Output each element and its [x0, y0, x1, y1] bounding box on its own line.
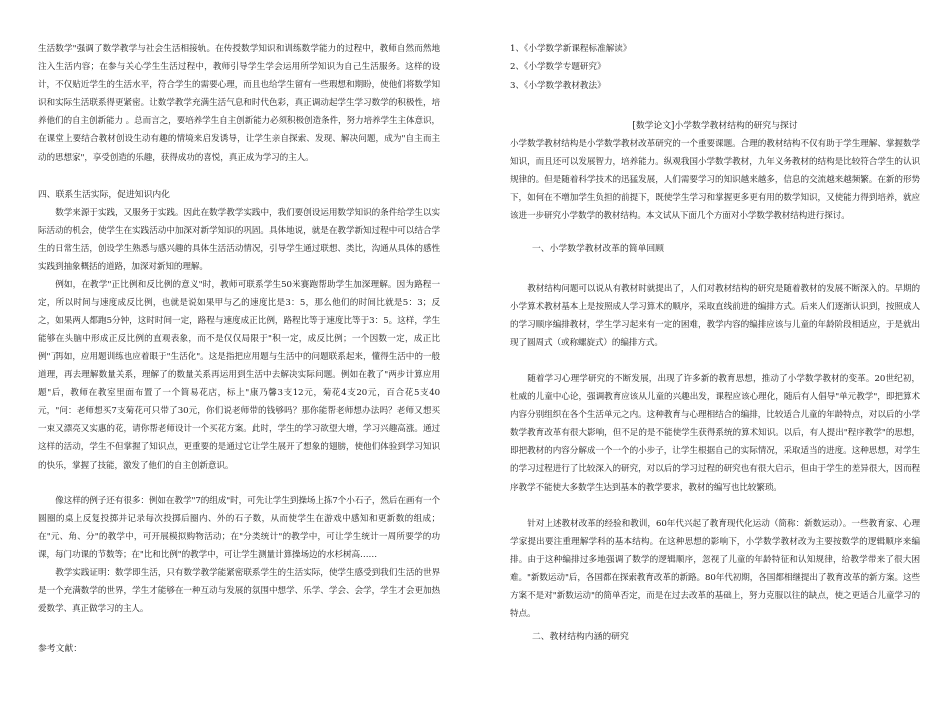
references-heading: 参考文献：: [38, 644, 82, 654]
reference-item: 3、《小学数学教材教法》: [510, 81, 606, 91]
left-paragraph-4: 再如，应用题训练也应着眼于"生活化"。这是指把应用题与生活中的问题联系起来，懂得生活中的一般道理，再去理解数量关系，理解了的数量关系再运用到生活中去解决实际问题。例如在教了"两步计算应用题"后，教师在教室里面布置了一个简易花店，标上"康乃馨3支12元，菊花4支20元，百合花5支40元，"问：老师想买7支菊花可只带了30元，你们说老师带的钱够吗？那你能帮老师想办法吗？老师又想买一束又漂亮又实惠的花，请你帮老师设计一个买花方案。此时，学生的学习欲望大增，学习兴趣高涨。通过这样的活动，学生不但掌握了知识点，更重要的是通过它让学生展开了想象的翅膀，使他们体验到学习知识的快乐，掌握了技能，激发了他们的自主创新意识。: [38, 352, 440, 471]
section-heading-4: 四、联系生活实际，促进知识内化: [38, 190, 170, 200]
right-paragraph-4: 针对上述教材改革的经验和教训，60年代兴起了教育现代化运动（简称：新数运动）。一些教育家、心理学家提出要注重理解学科的基本结构。在这种思想的影响下，小学数学教材改为主要按数学的逻辑顺序来编排。由于这种编排过多地强调了数学的逻辑顺序，忽视了儿童的年龄特征和认知规律，给教学带来了很大困难。"新数运动"后，各国都在探索教育改革的新路。80年代初期，各国都相继提出了教育改革的新方案。这些方案不是对"新数运动"的简单否定，而是在过去改革的基础上，努力克服以往的缺点，使之更适合儿童学习的特点。: [510, 519, 920, 620]
section-heading-2: 二、教材结构内涵的研究: [532, 632, 629, 642]
right-paragraph-3: 随着学习心理学研究的不断发展，出现了许多新的教育思想，推动了小学数学教材的变革。20世纪初，杜威的儿童中心论，强调教育应该从儿童的兴趣出发，课程应该心理化，随后有人倡导"单元教学"，即把算术内容分别组织在各个生活单元之内。这种教育与心理相结合的编排，比较适合儿童的年龄特点，对以后的小学数学教育改革有很大影响，但不足的是不能使学生获得系统的算术知识。以后，有人提出"程序教学"的思想，即把教材的内容分解成一个一个的小步子，让学生根据自己的实际情况，采取适当的进度。这种思想，对学生的学习过程进行了比较深入的研究，对以后的学习过程的研究也有很大启示，但由于学生的差异很大，因而程序教学不能使大多数学生达到基本的教学要求，教材的编写也比较繁琐。: [510, 374, 920, 493]
right-paragraph-2: 教材结构问题可以说从有教材时就提出了，人们对教材结构的研究是随着教材的发展不断深入的。早期的小学算术教材基本上是按照成人学习算术的顺序，采取直线前进的编排方式。后来人们逐渐认识到，按照成人的学习顺序编排教材，学生学习起来有一定的困难，教学内容的编排应该与儿童的年龄阶段相适应，于是就出现了圆周式（或称螺旋式）的编排方式。: [510, 284, 920, 349]
section-heading-1: 一、小学数学教材改革的简单回顾: [532, 244, 664, 254]
right-paragraph-1: 小学数学教材结构是小学数学教材改革研究的一个重要课题。合理的教材结构不仅有助于学生理解、掌握数学知识，而且还可以发展智力，培养能力。纵观我国小学数学教材，九年义务教材的结构是比较符合学生的认识规律的。但是随着科学技术的迅猛发展，人们需要学习的知识越来越多，信息的交流越来越频繁。在新的形势下，如何在不增加学生负担的前提下，既使学生学习和掌握更多更有用的数学知识，又使能力得到培养，就应该进一步研究小学数学的教材结构。本文试从下面几个方面对小学数学教材结构进行探讨。: [510, 139, 920, 222]
left-paragraph-5: 像这样的例子还有很多：例如在教学"7的组成"时，可先让学生到操场上拣7个小石子，然后在画有一个圆圈的桌上反复投掷并记录每次投掷后圈内、外的石子数，从而使学生在游戏中感知和更新数的组成；在"元、角、分"的教学中，可开展模拟购物活动；在"分类统计"的教学中，可让学生统计一周所要学的功课，每门功课的节数等；在"比和比例"的教学中，可让学生测量计算操场边的水杉树高……: [38, 496, 440, 561]
left-paragraph-1: 生活数学"强调了数学教学与社会生活相接轨。在传授数学知识和训练数学能力的过程中，教师自然而然地注入生活内容；在参与关心学生生活过程中，教师引导学生学会运用所学知识为自己生活服务。这样的设计，不仅贴近学生的生活水平，符合学生的需要心理，而且也给学生留有一些瑕想和期盼，使他们将数学知识和实际生活联系得更紧密。让数学教学充满生活气息和时代色彩，真正调动起学生学习数学的积极性，培养他们的自主创新能力 。总而言之，要培养学生自主创新能力必须积极创造条件，努力培养学生主体意识，在课堂上要结合教材创设生动有趣的情境来启发诱导，让学生亲自探索、发现、解决问题，成为"自主而主动的思想家"，享受创造的乐趣，获得成功的喜悦，真正成为学习的主人。: [38, 44, 440, 163]
left-paragraph-6: 教学实践证明：数学即生活，只有数学教学能紧密联系学生的生活实际，使学生感受到我们生活的世界是一个充满数学的世界，学生才能够在一种互动与发展的氛围中想学、乐学、学会、会学，学生才会更加热爱数学、真正做学习的主人。: [38, 568, 440, 615]
reference-item: 1、《小学数学新课程标准解读》: [510, 44, 632, 54]
article-title: [数学论文]小学数学教材结构的研究与探讨: [632, 121, 798, 131]
reference-item: 2、《小学数学专题研究》: [510, 62, 606, 72]
left-paragraph-3: 例如，在教学"正比例和反比例的意义"时，教师可联系学生50米赛跑帮助学生加深理解。因为路程一定，所以时间与速度成反比例，也就是说如果甲与乙的速度比是3：5，那么他们的时间比就是5：3；反之，如果两人都跑5分钟，这时时间一定，路程与速度成正比例，路程比等于速度比等于3：5。这样，学生能够在头脑中形成正反比例的直观表象，而不是仅仅局限于"积一定，成反比例；一个因数一定，成正比例"了: [38, 280, 440, 363]
left-paragraph-2: 数学来源于实践，又服务于实践。因此在数学教学实践中，我们要创设运用数学知识的条件给学生以实际活动的机会，使学生在实践活动中加深对新学知识的巩固。具体地说，就是在教学新知过程中可以结合学生的日常生活，创设学生熟悉与感兴趣的具体生活活动情况，引导学生通过联想、类比，沟通从具体的感性实践到抽象概括的道路，加深对新知的理解。: [38, 208, 440, 273]
